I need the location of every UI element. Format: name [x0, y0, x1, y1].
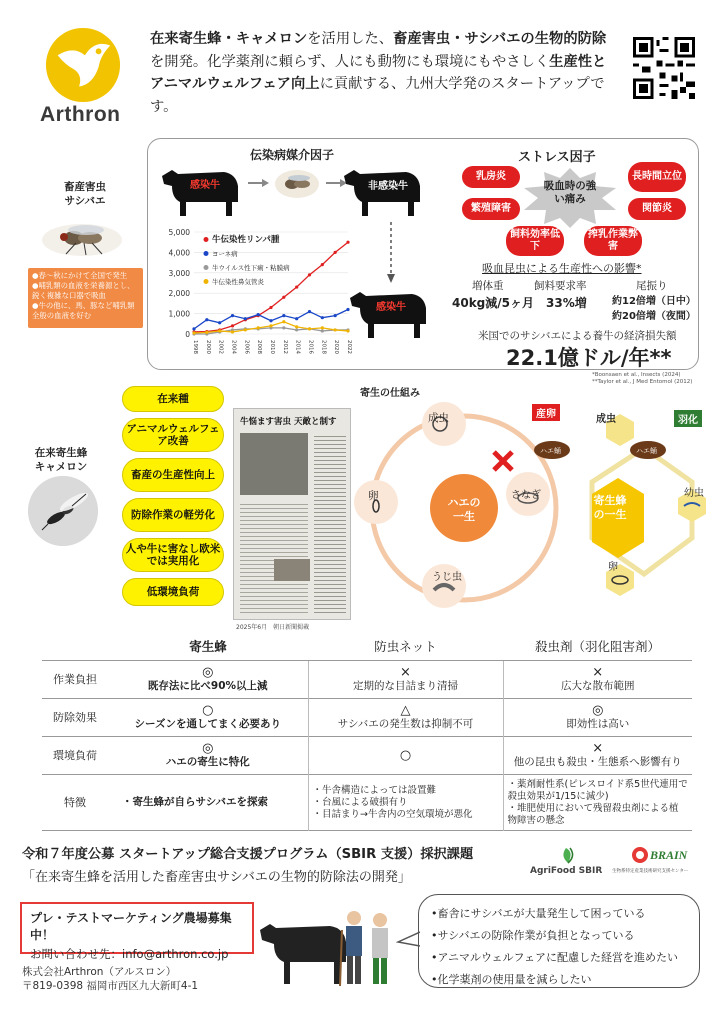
weight-label: 増体重	[472, 280, 504, 292]
feature-list: ・ 牛舎構造によっては設置難 ・ 台風による破損有り ・ 目詰まり→牛舎内の空気環境が悪化	[313, 785, 499, 821]
cta-box[interactable]	[20, 902, 254, 961]
data-point	[346, 329, 349, 332]
benefit-pill: 人や牛に害なし欧米では実用化	[122, 538, 224, 572]
data-point	[295, 285, 298, 288]
cell-text: 広大な散布範囲	[561, 680, 635, 692]
farmers-illustration	[338, 908, 398, 988]
news-caption: 2025年6月 朝日新聞掲載	[236, 624, 310, 631]
data-point	[231, 330, 234, 333]
rating-symbol: ◎	[202, 741, 214, 756]
data-point	[218, 321, 221, 324]
tail-value-day: 約12倍増（日中）	[612, 296, 696, 307]
x-tick-label: 2022	[346, 340, 352, 354]
references: *Boonsaen et al., Insects (2024) **Taylor et al., J Med Entomol (2012)	[592, 372, 693, 385]
weight-value: 40kg減/5ヶ月	[452, 296, 535, 310]
data-point	[192, 327, 195, 330]
rating-symbol: ×	[400, 665, 411, 680]
pest-notes: ●春～秋にかけて全国で発生 ●哺乳類の血液を栄養源とし、鋭く複雑な口器で吸血 ●牛の他に、馬、豚など哺乳類全般の血液を好む	[28, 268, 143, 328]
data-point	[257, 326, 260, 329]
x-tick-label: 2016	[307, 340, 314, 354]
speech-tail	[396, 930, 420, 950]
data-point	[321, 329, 324, 332]
row-label: 環境負荷	[42, 737, 108, 775]
stage-adult: 成虫	[428, 412, 449, 424]
x-tick-label: 2002	[217, 340, 224, 354]
benefit-pill: アニマルウェルフェア改善	[122, 418, 224, 452]
legend-marker	[204, 265, 209, 270]
data-point	[334, 328, 337, 331]
rating-symbol: △	[400, 703, 411, 718]
data-point	[269, 324, 272, 327]
wasp-stage-adult: 成虫	[596, 414, 616, 425]
data-point	[218, 329, 221, 332]
col-header: 防虫ネット	[308, 632, 503, 661]
stress-sub: 吸血昆虫による生産性への影響*	[482, 262, 642, 275]
loss-value: 22.1億ドル/年**	[506, 346, 672, 370]
fly-life-center: ハエの一生	[447, 496, 481, 523]
data-point	[321, 326, 324, 329]
rating-symbol: ×	[592, 665, 604, 680]
col-header: 寄生蜂	[108, 632, 308, 661]
sbir-heading: 令和７年度公募 スタートアップ総合支援プログラム（SBIR 支援）採択課題	[22, 847, 474, 862]
legend-label: 牛伝染性リンパ腫	[212, 235, 280, 245]
data-point	[192, 331, 195, 334]
arrow-icon	[248, 178, 270, 188]
rating-symbol: ◎	[592, 703, 604, 718]
row-label: 特徴	[42, 775, 108, 831]
data-point	[308, 310, 311, 313]
rating-symbol: ○	[399, 747, 412, 763]
need-item: •サシバエの防除作業が負担となっている	[431, 929, 635, 942]
wasp-title: 在来寄生蜂 キャメロン	[34, 447, 88, 473]
y-tick-label: 1,000	[168, 309, 190, 319]
needs-bubble	[418, 894, 700, 988]
tail-value-night: 約20倍増（夜間）	[612, 311, 696, 322]
lifecycle-heading: 寄生の仕組み	[360, 388, 420, 399]
data-point	[346, 241, 349, 244]
benefit-pill: 防除作業の軽労化	[122, 498, 224, 532]
wasp-stage-larva: 幼虫	[684, 488, 704, 499]
fly-on-cow-icon	[272, 164, 322, 202]
data-point	[244, 328, 247, 331]
cell-text: 既存法に比べ90%以上減	[147, 680, 268, 692]
cell-text: ・寄生蜂が自らサシバエを探索	[108, 775, 308, 831]
data-point	[346, 308, 349, 311]
contact-email[interactable]: お問い合わせ先：info@arthron.co.jp	[30, 947, 229, 961]
y-tick-label: 2,000	[168, 289, 190, 299]
data-point	[295, 325, 298, 328]
data-point	[295, 328, 298, 331]
feed-value: 33%増	[546, 296, 587, 310]
brain-sub: 生物系特定産業技術研究支援センター	[612, 869, 689, 874]
cell-text: サシバエの発生数は抑制不可	[337, 718, 474, 730]
data-point	[282, 320, 285, 323]
loss-label: 米国でのサシバエによる養牛の経済損失額	[478, 330, 677, 342]
x-tick-label: 2018	[320, 340, 327, 354]
x-tick-label: 2008	[256, 340, 263, 354]
fly-pupa-tag-2: ハエ蛹	[636, 447, 657, 455]
disease-heading: 伝染病媒介因子	[250, 148, 335, 162]
cell-text: 定期的な目詰まり清掃	[353, 680, 458, 692]
legend-label: 牛ウイルス性下痢・粘膜病	[212, 264, 290, 272]
y-tick-label: 0	[185, 330, 190, 339]
brain-logo: BRAIN	[650, 848, 688, 862]
lifecycle-diagram	[352, 398, 712, 624]
x-tick-label: 2014	[294, 340, 301, 354]
stable-fly-image	[36, 210, 128, 260]
y-tick-label: 4,000	[168, 248, 190, 258]
benefit-pill: 畜産の生産性向上	[122, 458, 224, 492]
data-point	[205, 331, 208, 334]
row-label: 防除効果	[42, 699, 108, 737]
wasp-life-center: 寄生蜂の一生	[593, 494, 627, 521]
stress-item: 乳房炎	[462, 166, 520, 188]
data-point	[321, 316, 324, 319]
stress-item: 搾乳作業弊害	[584, 226, 642, 256]
y-tick-label: 3,000	[168, 268, 190, 278]
y-tick-label: 5,000	[168, 228, 190, 237]
need-item: •アニマルウェルフェアに配慮した経営を進めたい	[431, 951, 678, 964]
data-point	[321, 263, 324, 266]
row-label: 作業負担	[42, 661, 108, 699]
down-arrow-icon	[386, 222, 396, 284]
benefit-pill: 在来種	[122, 386, 224, 412]
data-point	[282, 296, 285, 299]
x-tick-label: 2020	[333, 340, 340, 354]
stress-item: 飼料効率低下	[506, 226, 564, 256]
wasp-stage-egg: 卵	[608, 562, 618, 573]
stress-item: 繁殖障害	[462, 198, 520, 220]
feed-label: 飼料要求率	[534, 280, 587, 292]
data-point	[334, 314, 337, 317]
tail-label: 尾振り	[636, 280, 668, 292]
newspaper-clipping	[233, 408, 351, 620]
data-point	[257, 313, 260, 316]
stress-item: 関節炎	[628, 198, 686, 220]
legend-label: ヨーネ病	[212, 250, 238, 258]
feature-list: ・ 薬剤耐性系(ピレスロイド系5世代連用で殺虫効果が1/15に減少) ・ 堆肥使用において残留殺虫剤による植物障害の懸念	[508, 779, 689, 827]
company-info: 株式会社Arthron（アルスロン） 〒819-0398 福岡市西区九大新町4-1	[22, 966, 199, 992]
need-item: •化学薬剤の使用量を減らしたい	[431, 973, 592, 986]
cta-title: プレ・テストマーケティング農場募集中！	[30, 911, 232, 942]
data-point	[308, 327, 311, 330]
cell-text: 他の昆虫も殺虫・生態系へ影響有り	[513, 756, 682, 768]
legend-marker	[204, 279, 209, 284]
data-point	[334, 251, 337, 254]
table-row	[42, 775, 692, 831]
data-point	[205, 318, 208, 321]
cell-text: 即効性は高い	[566, 718, 630, 730]
intro-text: 在来寄生蜂・キャメロンを活用した、畜産害虫・サシバエの生物的防除を開発。化学薬剤に頼らず、人にも動物にも環境にもやさしく生産性とアニマルウェルフェア向上に貢献する、九州大学発のスタートアップです。	[150, 31, 607, 115]
legend-label: 牛伝染性鼻気管炎	[212, 278, 264, 286]
emerge-tag: 羽化	[674, 410, 702, 427]
disease-chart	[158, 222, 354, 362]
legend-marker	[204, 251, 209, 256]
data-point	[308, 273, 311, 276]
pest-title: 畜産害虫 サシバエ	[64, 181, 106, 207]
agrifood-logo: AgriFood SBIR	[530, 866, 603, 876]
need-item: •畜舎にサシバエが大量発生して困っている	[431, 907, 646, 920]
stage-egg: 卵	[368, 490, 379, 502]
fly-pupa-tag: ハエ蛹	[540, 447, 561, 455]
cell-text: ハエの寄生に特化	[165, 756, 250, 768]
table-row	[42, 661, 692, 699]
stress-center: 吸血時の強い痛み	[543, 180, 597, 205]
x-tick-label: 2012	[281, 340, 288, 354]
x-tick-label: 2004	[230, 340, 237, 354]
brand-name: Arthron	[40, 103, 121, 126]
stage-pupa: さなぎ	[511, 490, 541, 501]
legend-marker	[204, 237, 209, 242]
news-headline: 牛悩ます害虫 天敵と制す	[240, 417, 337, 427]
stage-larva: うじ虫	[432, 572, 462, 583]
data-point	[231, 314, 234, 317]
infected-cow-label: 感染牛	[190, 180, 220, 191]
agrifood-leaf-icon	[560, 846, 576, 864]
data-point	[244, 317, 247, 320]
data-point	[231, 324, 234, 327]
comparison-table	[42, 632, 692, 831]
rating-symbol: ×	[592, 741, 604, 756]
x-tick-label: 1998	[192, 340, 198, 354]
stress-item: 長時間立位	[628, 162, 686, 192]
table-row	[42, 737, 692, 775]
benefit-pill: 低環境負荷	[122, 578, 224, 606]
wasp-image	[28, 476, 98, 546]
table-row	[42, 699, 692, 737]
x-tick-label: 2006	[243, 340, 250, 354]
data-point	[282, 314, 285, 317]
oviposit-tag: 産卵	[532, 404, 560, 421]
rating-symbol: ◎	[202, 665, 214, 680]
rating-symbol: ○	[202, 703, 214, 718]
sbir-title: 「在来寄生蜂を活用した畜産害虫サシバエの生物的防除法の開発」	[22, 870, 411, 885]
infected-cow-label-2: 感染牛	[376, 302, 406, 313]
data-point	[269, 306, 272, 309]
cell-text: シーズンを通してまく必要あり	[134, 718, 281, 730]
col-header: 殺虫剤（羽化阻害剤）	[503, 632, 692, 661]
brain-logo-icon	[630, 846, 650, 864]
x-tick-label: 2010	[269, 340, 275, 354]
data-point	[269, 319, 272, 322]
x-tick-label: 2000	[204, 340, 211, 354]
qr-code[interactable]	[632, 36, 696, 100]
stress-heading: ストレス因子	[518, 150, 596, 165]
data-point	[282, 326, 285, 329]
arthron-logo	[44, 26, 122, 104]
data-point	[295, 317, 298, 320]
uninfected-cow-label: 非感染牛	[368, 181, 408, 192]
